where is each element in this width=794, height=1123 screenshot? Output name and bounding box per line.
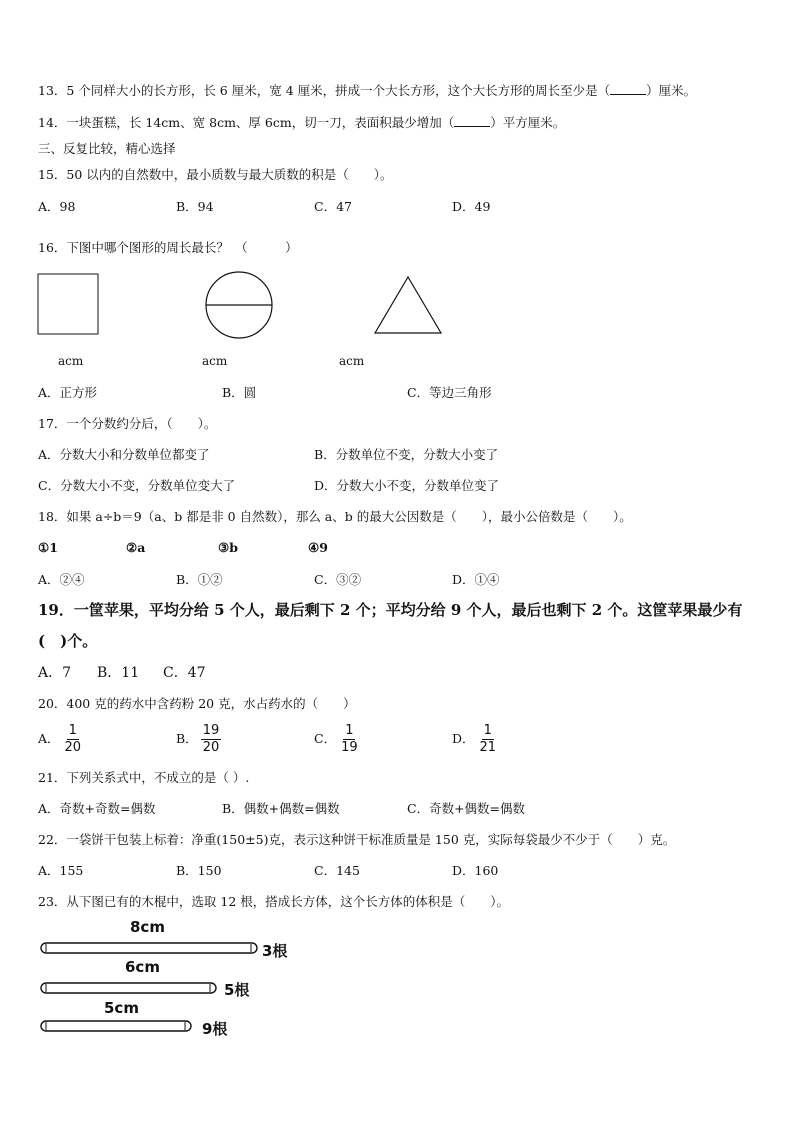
q18-option-b[interactable]: B．①② — [176, 572, 223, 587]
q15-option-c[interactable]: C．47 — [314, 199, 352, 214]
question-14 — [38, 114, 565, 132]
q20-option-c[interactable] — [314, 724, 360, 755]
q14-text: 14．一块蛋糕，长 14cm、宽 8cm、厚 6cm，切一刀，表面积最少增加（ — [38, 115, 455, 130]
stick-5cm-count: 9根 — [202, 1020, 228, 1038]
q14-answer-blank[interactable] — [454, 114, 490, 127]
question-23-text: 23．从下图已有的木棍中，选取 12 根，搭成长方体，这个长方体的体积是（ ）。 — [38, 894, 510, 909]
circle-caption: acm — [202, 354, 228, 368]
fraction-denominator: 20 — [202, 740, 220, 755]
q18-item-3: ③b — [218, 540, 238, 555]
stick-8cm-count: 3根 — [262, 942, 288, 960]
q22-option-a[interactable]: A．155 — [38, 863, 84, 878]
fraction-denominator: 20 — [64, 740, 82, 755]
question-22-text: 22．一袋饼干包装上标着：净重(150±5)克，表示这种饼干标准质量是 150 克，实际每袋最少不少于（ ）克。 — [38, 832, 676, 847]
stick-6cm-label: 6cm — [125, 958, 160, 976]
fraction-denominator: 19 — [341, 740, 358, 755]
fraction-denominator: 21 — [479, 740, 497, 755]
q20-option-c-label: C． — [314, 731, 337, 746]
fraction-1-19 — [339, 724, 360, 755]
question-15-text: 15．50 以内的自然数中，最小质数与最大质数的积是（ ）。 — [38, 167, 393, 182]
section-3-heading: 三、反复比较，精心选择 — [38, 141, 176, 156]
q13-text-end: ）厘米。 — [646, 83, 697, 98]
question-20-text: 20．400 克的药水中含药粉 20 克，水占药水的（ ） — [38, 696, 356, 711]
q20-option-b[interactable] — [176, 724, 221, 755]
q20-option-d-label: D． — [452, 731, 475, 746]
q20-option-a[interactable] — [38, 724, 83, 755]
fraction-numerator: 19 — [202, 723, 220, 738]
q21-option-c[interactable]: C．奇数+偶数=偶数 — [407, 801, 526, 816]
q19-option-a[interactable]: A．7 — [38, 665, 72, 681]
q17-option-d[interactable]: D．分数大小不变，分数单位变了 — [314, 478, 500, 493]
square-figure — [36, 272, 102, 338]
stick-5cm-label: 5cm — [104, 999, 139, 1017]
fraction-1-21 — [478, 724, 499, 755]
q17-option-c[interactable]: C．分数大小不变，分数单位变大了 — [38, 478, 236, 493]
fraction-numerator: 1 — [68, 723, 77, 738]
fraction-19-20 — [201, 724, 222, 755]
q18-option-a[interactable]: A．②④ — [38, 572, 85, 587]
q21-option-b[interactable]: B．偶数+偶数=偶数 — [222, 801, 340, 816]
q16-option-c[interactable]: C．等边三角形 — [407, 385, 492, 400]
q19-option-b[interactable]: B．11 — [97, 665, 140, 681]
q17-option-a[interactable]: A．分数大小和分数单位都变了 — [38, 447, 210, 462]
question-16-text: 16．下图中哪个图形的周长最长？ （ ） — [38, 240, 298, 255]
q15-option-d[interactable]: D．49 — [452, 199, 491, 214]
q21-option-a[interactable]: A．奇数+奇数=偶数 — [38, 801, 156, 816]
stick-6cm-count: 5根 — [224, 981, 250, 999]
triangle-figure — [372, 274, 444, 336]
question-19-line2: ( )个。 — [38, 632, 98, 650]
q18-item-2: ②a — [126, 540, 146, 555]
q16-option-b[interactable]: B．圆 — [222, 385, 257, 400]
q19-option-c[interactable]: C．47 — [163, 665, 206, 681]
q20-option-b-label: B． — [176, 731, 198, 746]
q16-option-a[interactable]: A．正方形 — [38, 385, 98, 400]
q20-option-d[interactable] — [452, 724, 498, 755]
q22-option-b[interactable]: B．150 — [176, 863, 222, 878]
q17-option-b[interactable]: B．分数单位不变，分数大小变了 — [314, 447, 499, 462]
q14-text-end: ）平方厘米。 — [490, 115, 566, 130]
q15-option-b[interactable]: B．94 — [176, 199, 214, 214]
question-17-text: 17．一个分数约分后，（ ）。 — [38, 416, 217, 431]
q22-option-c[interactable]: C．145 — [314, 863, 360, 878]
q20-option-a-label: A． — [38, 731, 60, 746]
question-21-text: 21．下列关系式中，不成立的是（ ）. — [38, 770, 250, 785]
q18-option-d[interactable]: D．①④ — [452, 572, 500, 587]
question-13 — [38, 82, 696, 100]
question-19-line1: 19．一筐苹果，平均分给 5 个人，最后剩下 2 个；平均分给 9 个人，最后也剩下 2 个。这筐苹果最少有 — [38, 601, 743, 619]
fraction-1-20 — [63, 724, 84, 755]
q18-item-4: ④9 — [308, 540, 328, 555]
question-18-text: 18．如果 a÷b＝9（a、b 都是非 0 自然数），那么 a、b 的最大公因数是（ ），最小公倍数是（ ）。 — [38, 509, 632, 524]
triangle-caption: acm — [339, 354, 365, 368]
q22-option-d[interactable]: D．160 — [452, 863, 499, 878]
square-caption: acm — [58, 354, 84, 368]
fraction-numerator: 1 — [345, 723, 354, 738]
stick-5cm — [40, 1018, 195, 1034]
stick-8cm-label: 8cm — [130, 918, 165, 936]
q18-item-1: ①1 — [38, 540, 58, 555]
stick-6cm — [40, 980, 220, 996]
stick-8cm — [40, 940, 262, 956]
q15-option-a[interactable]: A．98 — [38, 199, 76, 214]
q13-text: 13．5 个同样大小的长方形，长 6 厘米，宽 4 厘米，拼成一个大长方形，这个大长方形的周长至少是（ — [38, 83, 611, 98]
circle-figure — [203, 269, 275, 341]
q18-option-c[interactable]: C．③② — [314, 572, 362, 587]
q13-answer-blank[interactable] — [610, 82, 646, 95]
fraction-numerator: 1 — [483, 723, 492, 738]
